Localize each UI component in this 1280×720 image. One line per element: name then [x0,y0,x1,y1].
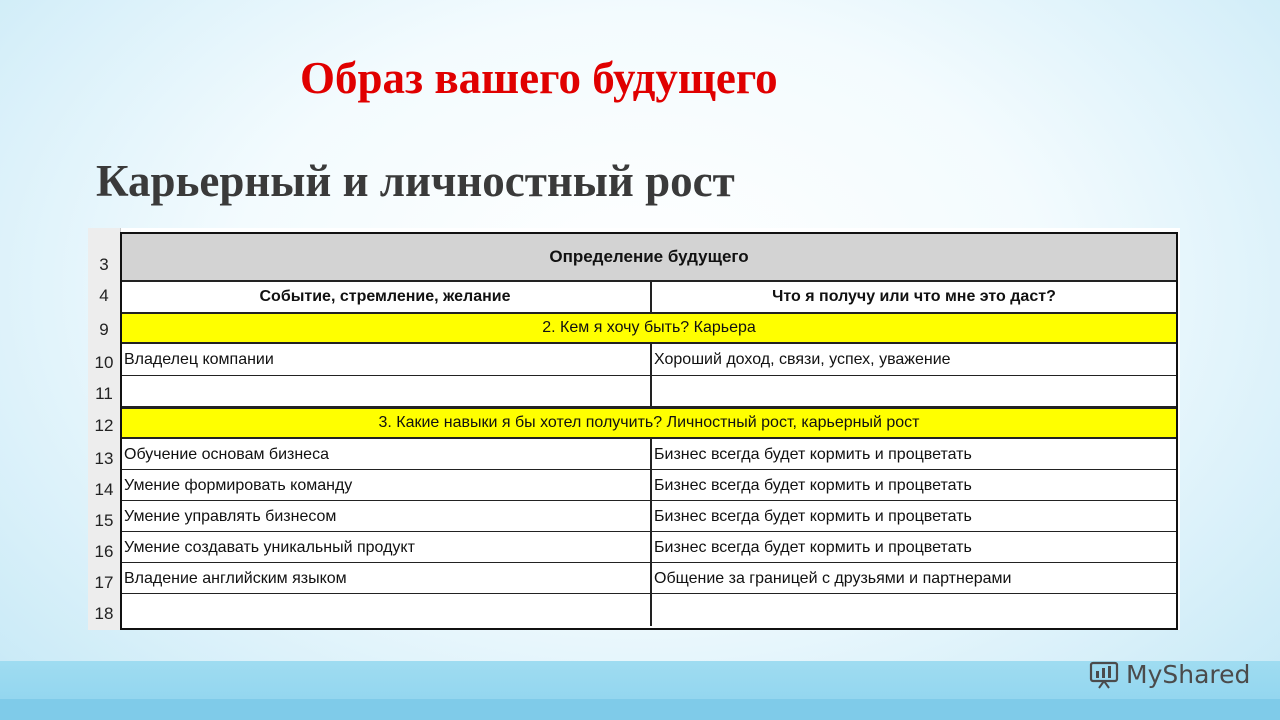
watermark [1088,656,1250,692]
grid-line [120,562,1178,563]
table-cell-event: Умение создавать уникальный продукт [124,538,415,556]
row-number: 4 [99,286,109,305]
grid-line [650,439,652,626]
table-cell-event: Умение управлять бизнесом [124,507,337,525]
row-number-column [88,228,121,630]
row-number: 11 [95,384,113,403]
table-cell-benefit: Бизнес всегда будет кормить и процветать [654,445,972,463]
table-cell-benefit: Бизнес всегда будет кормить и процветать [654,538,972,556]
table-cell-event: Обучение основам бизнеса [124,445,329,463]
row-number: 10 [94,353,114,372]
slide-subtitle: Карьерный и личностный рост [96,156,735,206]
grid-line [120,593,1178,594]
table-cell-benefit: Общение за границей с друзьями и партнерами [654,569,1012,587]
grid-line [120,375,1178,376]
row-number: 17 [94,573,114,592]
row-number: 16 [94,542,114,561]
table-cell-benefit: Хороший доход, связи, успех, уважение [654,351,951,368]
table-cell-event [120,376,650,407]
row-number: 13 [94,449,114,468]
table-cell-benefit: Бизнес всегда будет кормить и процветать [654,507,972,525]
table-cell-event [120,594,650,626]
table-cell-benefit [650,594,1178,626]
table-cell-benefit [650,376,1178,407]
table-cell-event: Владение английским языком [124,569,347,587]
grid-line [650,282,652,312]
table-cell-benefit: Бизнес всегда будет кормить и процветать [654,476,972,494]
section-label-skills: 3. Какие навыки я бы хотел получить? Личностный рост, карьерный рост [378,414,920,431]
grid-line [120,500,1178,501]
row-number: 18 [94,604,114,623]
slide-title: Образ вашего будущего [300,53,778,103]
table-cell-event: Умение формировать команду [124,476,353,494]
row-number: 9 [99,320,109,339]
grid-line [120,312,1178,314]
grid-line [650,344,652,407]
table-header-title: Определение будущего [549,247,749,266]
row-number: 3 [99,255,109,274]
table-cell-event: Владелец компании [124,351,274,368]
grid-line [120,531,1178,532]
spreadsheet-table [88,228,1180,630]
section-label-career: 2. Кем я хочу быть? Карьера [542,319,756,336]
column-header-benefit: Что я получу или что мне это даст? [772,288,1056,305]
column-header-event: Событие, стремление, желание [259,288,511,305]
grid-line [120,406,1178,407]
grid-line [120,469,1178,470]
mystared-logo-icon [1088,657,1122,691]
watermark-text: MyShared [1126,659,1251,689]
row-number: 15 [94,511,114,530]
row-number: 14 [94,480,114,499]
table-grid [120,228,1178,630]
row-number: 12 [94,416,114,435]
